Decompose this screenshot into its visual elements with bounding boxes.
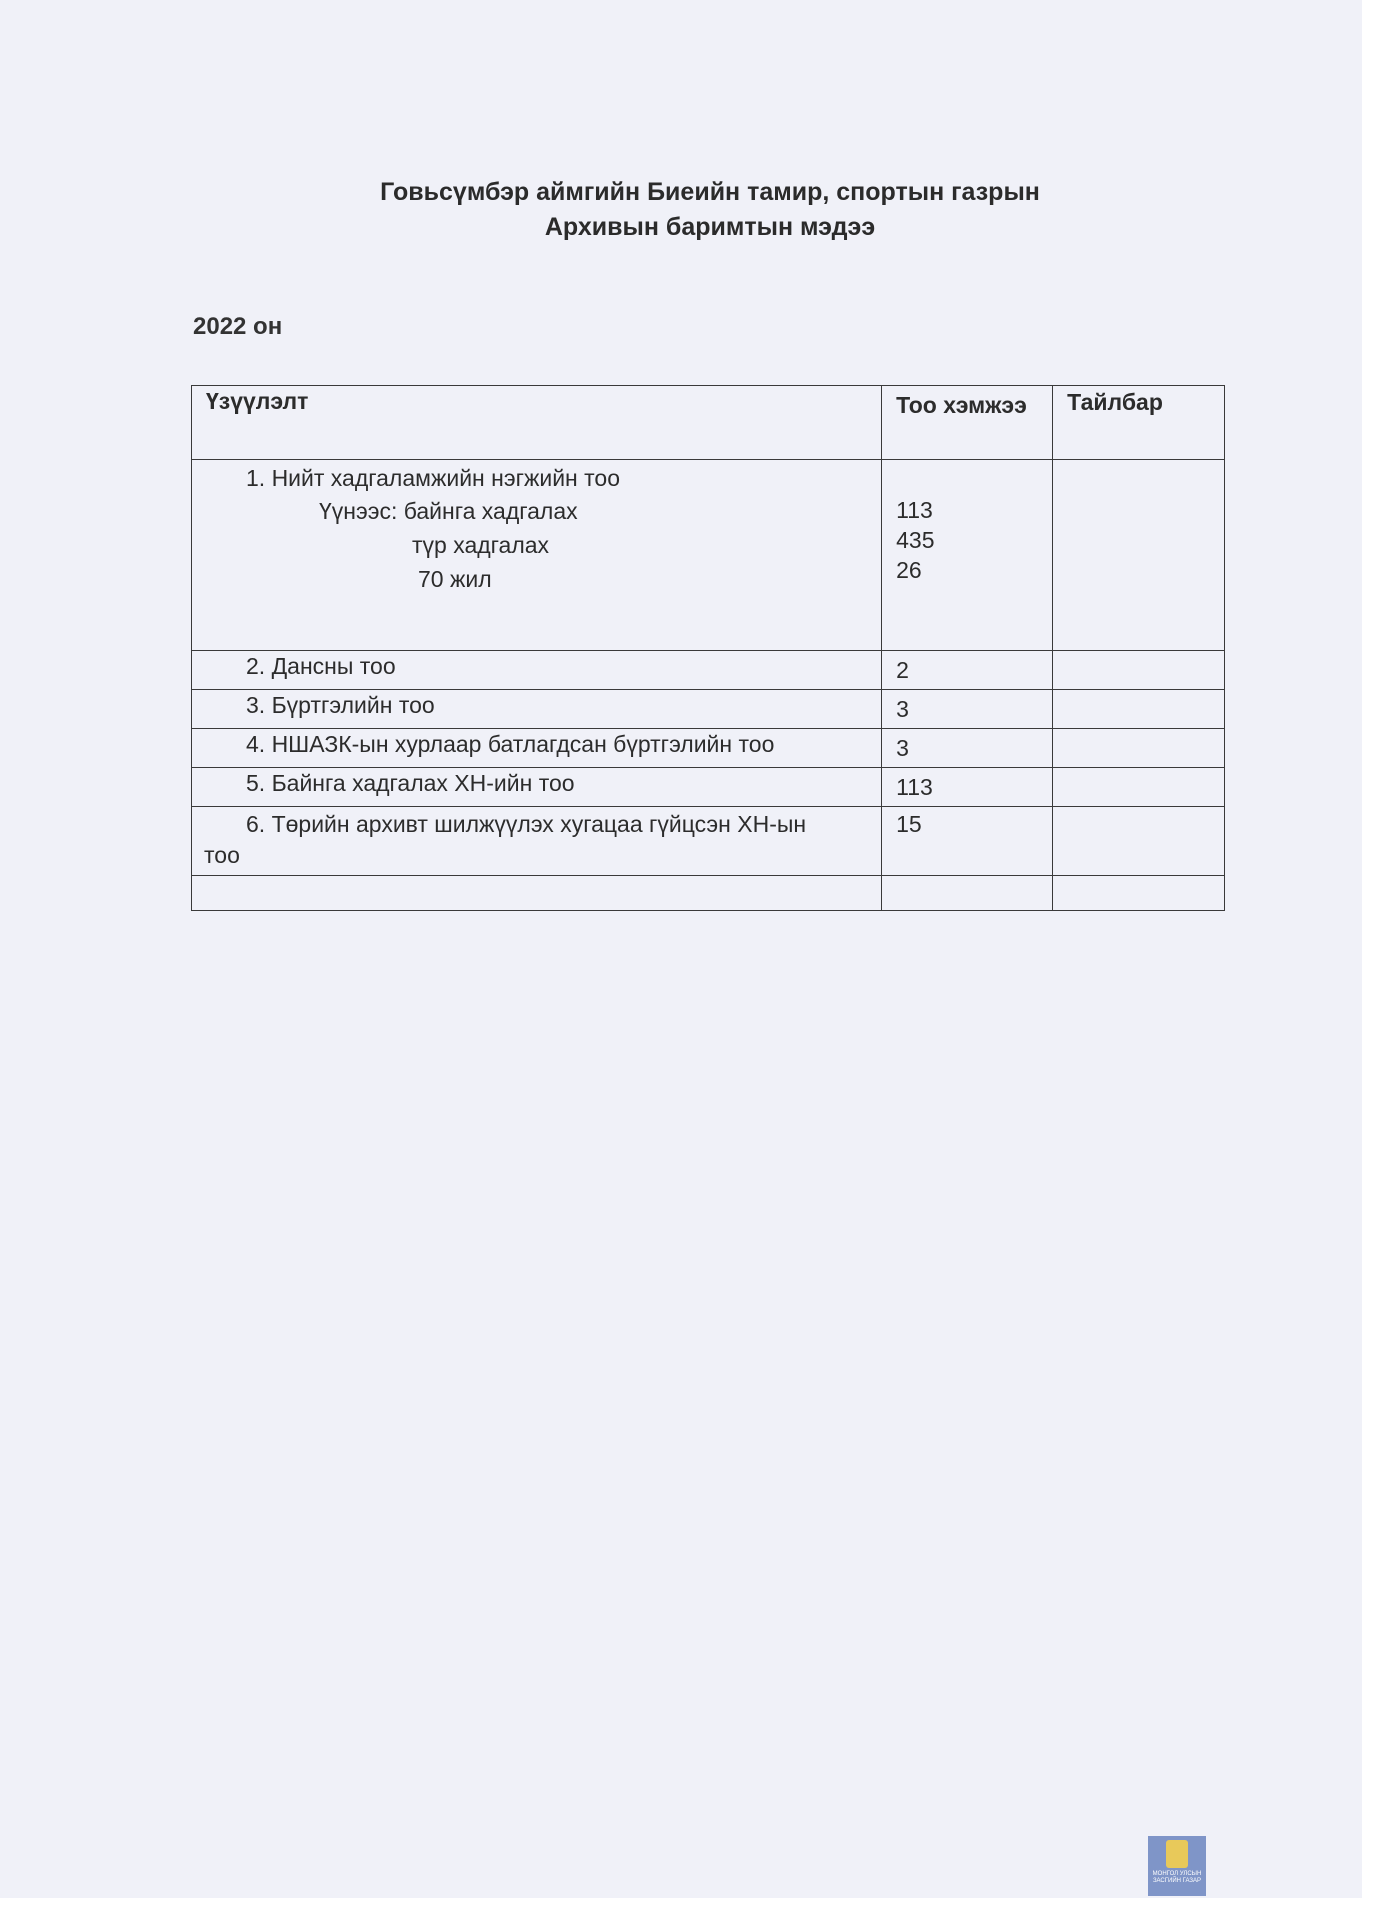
row4-label: 4. НШАЗК-ын хурлаар батлагдсан бүртгэлийн тоо (192, 729, 882, 768)
scan-edge-bottom (0, 1898, 1395, 1918)
header-indicator: Үзүүлэлт (192, 386, 882, 460)
soyombo-emblem-icon (1166, 1840, 1188, 1868)
table-header-row (192, 386, 1225, 460)
table-row (192, 729, 1225, 768)
row5-note (1053, 768, 1225, 807)
row6-value: 15 (882, 807, 1053, 876)
row5-value: 113 (882, 768, 1053, 807)
report-year: 2022 он (193, 313, 283, 340)
empty-cell (1053, 876, 1225, 911)
government-seal-logo (1148, 1836, 1206, 1896)
document-title: Говьсүмбэр аймгийн Биеийн тамир, спортын газрын (380, 178, 1040, 206)
table-row (192, 460, 1225, 651)
row6-label-cell (192, 807, 882, 876)
row5-label: 5. Байнга хадгалах ХН-ийн тоо (192, 768, 882, 807)
table-row (192, 690, 1225, 729)
row1-value-permanent: 113 (896, 497, 933, 523)
header-quantity: Тоо хэмжээ (882, 386, 1053, 460)
seal-text-line1: МОНГОЛ УЛСЫН (1152, 1871, 1202, 1877)
seal-text-line2: ЗАСГИЙН ГАЗАР (1152, 1878, 1202, 1884)
row3-label: 3. Бүртгэлийн тоо (192, 690, 882, 729)
row1-value-temporary: 435 (896, 527, 935, 553)
archive-report-table (191, 385, 1225, 911)
empty-cell (192, 876, 882, 911)
row2-label: 2. Дансны тоо (192, 651, 882, 690)
row1-sub-70-years: 70 жил (418, 566, 492, 592)
row1-note-cell (1053, 460, 1225, 651)
row6-label-line2: тоо (204, 842, 240, 868)
row4-value: 3 (882, 729, 1053, 768)
table-row (192, 768, 1225, 807)
row3-value: 3 (882, 690, 1053, 729)
table-row (192, 651, 1225, 690)
row3-note (1053, 690, 1225, 729)
scan-edge-right (1362, 0, 1395, 1918)
row2-value: 2 (882, 651, 1053, 690)
row1-sub-temporary: түр хадгалах (412, 532, 550, 558)
row1-label: 1. Нийт хадгаламжийн нэгжийн тоо (246, 465, 620, 491)
empty-cell (882, 876, 1053, 911)
row6-note (1053, 807, 1225, 876)
header-note: Тайлбар (1053, 386, 1225, 460)
table-row-empty (192, 876, 1225, 911)
row4-note (1053, 729, 1225, 768)
document-subtitle: Архивын баримтын мэдээ (544, 213, 876, 241)
row1-value-70-years: 26 (896, 557, 922, 583)
table-row (192, 807, 1225, 876)
row1-sub-permanent: Үүнээс: байнга хадгалах (319, 498, 578, 524)
row6-label-line1: 6. Төрийн архивт шилжүүлэх хугацаа гүйцсэн ХН-ын (246, 811, 807, 837)
row2-note (1053, 651, 1225, 690)
row1-values-cell (882, 460, 1053, 651)
row1-label-cell (192, 460, 882, 651)
